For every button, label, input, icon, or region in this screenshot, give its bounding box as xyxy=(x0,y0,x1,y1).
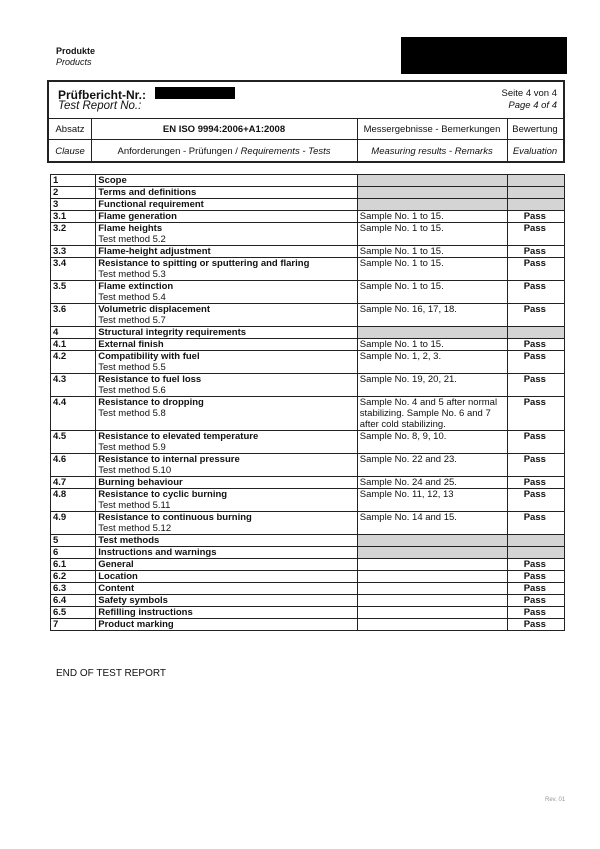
requirement-title: Refilling instructions xyxy=(98,607,193,618)
requirement-title: Resistance to continuous burning xyxy=(98,512,252,523)
section-heading-en: Products xyxy=(56,57,92,67)
table-row xyxy=(51,327,565,339)
table-row xyxy=(51,512,565,535)
evaluation-cell: Pass xyxy=(507,571,564,583)
requirement-title: Location xyxy=(98,571,138,582)
requirements-table-body xyxy=(51,175,565,631)
test-method: Test method 5.5 xyxy=(98,362,166,373)
column-header-results xyxy=(357,118,508,161)
requirement-title: Resistance to dropping xyxy=(98,397,204,408)
column-header-evaluation xyxy=(507,118,563,161)
requirement-title: Terms and definitions xyxy=(98,187,197,198)
evaluation-cell: Pass xyxy=(507,223,564,246)
evaluation-cell xyxy=(507,187,564,199)
requirement-title: Test methods xyxy=(98,535,160,546)
evaluation-cell: Pass xyxy=(507,607,564,619)
evaluation-cell: Pass xyxy=(507,559,564,571)
table-row xyxy=(51,431,565,454)
table-row xyxy=(51,281,565,304)
requirement-title: Resistance to internal pressure xyxy=(98,454,240,465)
requirement-cell xyxy=(96,547,358,559)
report-header-box xyxy=(47,80,565,163)
column-header-results-en: Measuring results - Remarks xyxy=(371,146,493,157)
evaluation-cell: Pass xyxy=(507,304,564,327)
clause-number: 4.9 xyxy=(51,512,96,535)
column-header-clause xyxy=(49,118,92,161)
requirement-cell xyxy=(96,607,358,619)
evaluation-cell: Pass xyxy=(507,619,564,631)
clause-number: 6.4 xyxy=(51,595,96,607)
requirement-cell xyxy=(96,583,358,595)
requirement-title: Compatibility with fuel xyxy=(98,351,200,362)
requirement-title: Instructions and warnings xyxy=(98,547,217,558)
evaluation-cell: Pass xyxy=(507,258,564,281)
redacted-logo xyxy=(401,37,567,74)
test-method: Test method 5.11 xyxy=(98,500,171,511)
requirement-cell xyxy=(96,595,358,607)
page-indicator-en: Page 4 of 4 xyxy=(508,100,557,111)
requirement-title: Flame-height adjustment xyxy=(98,246,211,257)
result-cell: Sample No. 19, 20, 21. xyxy=(357,374,507,397)
column-header-clause-en: Clause xyxy=(55,146,85,157)
requirement-cell xyxy=(96,571,358,583)
clause-number: 3.1 xyxy=(51,211,96,223)
revision-note: Rev. 01 xyxy=(545,797,566,803)
result-cell xyxy=(357,607,507,619)
clause-number: 4.3 xyxy=(51,374,96,397)
table-row xyxy=(51,199,565,211)
table-row xyxy=(51,223,565,246)
table-row xyxy=(51,258,565,281)
clause-number: 4.2 xyxy=(51,351,96,374)
section-heading-de: Produkte xyxy=(56,46,96,56)
requirement-cell xyxy=(96,339,358,351)
evaluation-cell xyxy=(507,199,564,211)
table-row xyxy=(51,187,565,199)
requirement-cell xyxy=(96,397,358,431)
requirement-cell xyxy=(96,559,358,571)
result-cell xyxy=(357,595,507,607)
table-row xyxy=(51,211,565,223)
clause-number: 3.3 xyxy=(51,246,96,258)
clause-number: 4.5 xyxy=(51,431,96,454)
table-row xyxy=(51,559,565,571)
requirement-cell xyxy=(96,246,358,258)
evaluation-cell: Pass xyxy=(507,431,564,454)
requirement-title: Structural integrity requirements xyxy=(98,327,247,338)
result-cell: Sample No. 1 to 15. xyxy=(357,211,507,223)
requirement-title: Burning behaviour xyxy=(98,477,183,488)
evaluation-cell xyxy=(507,175,564,187)
clause-number: 4 xyxy=(51,327,96,339)
table-row xyxy=(51,477,565,489)
test-method: Test method 5.3 xyxy=(98,269,166,280)
table-row xyxy=(51,454,565,477)
requirement-title: Functional requirement xyxy=(98,199,204,210)
evaluation-cell: Pass xyxy=(507,512,564,535)
requirement-cell xyxy=(96,327,358,339)
clause-number: 3 xyxy=(51,199,96,211)
evaluation-cell: Pass xyxy=(507,374,564,397)
report-number-label-de: Prüfbericht-Nr.: xyxy=(58,88,147,102)
result-cell: Sample No. 1, 2, 3. xyxy=(357,351,507,374)
clause-number: 6 xyxy=(51,547,96,559)
table-row xyxy=(51,246,565,258)
result-cell xyxy=(357,583,507,595)
column-header-row xyxy=(49,118,563,161)
evaluation-cell: Pass xyxy=(507,489,564,512)
standard-label: EN ISO 9994:2006+A1:2008 xyxy=(162,124,286,135)
test-method: Test method 5.9 xyxy=(98,442,166,453)
evaluation-cell: Pass xyxy=(507,281,564,304)
requirement-cell xyxy=(96,211,358,223)
clause-number: 3.2 xyxy=(51,223,96,246)
requirement-cell xyxy=(96,223,358,246)
requirement-title: Scope xyxy=(98,175,127,186)
result-cell: Sample No. 1 to 15. xyxy=(357,339,507,351)
result-cell: Sample No. 22 and 23. xyxy=(357,454,507,477)
clause-number: 4.7 xyxy=(51,477,96,489)
result-cell: Sample No. 1 to 15. xyxy=(357,258,507,281)
table-row xyxy=(51,547,565,559)
clause-number: 4.1 xyxy=(51,339,96,351)
test-method: Test method 5.7 xyxy=(98,315,166,326)
clause-number: 6.1 xyxy=(51,559,96,571)
result-cell xyxy=(357,535,507,547)
requirement-cell xyxy=(96,351,358,374)
column-header-eval-de: Bewertung xyxy=(512,124,558,135)
table-row xyxy=(51,397,565,431)
requirement-title: General xyxy=(98,559,134,570)
requirement-title: Flame extinction xyxy=(98,281,174,292)
clause-number: 4.8 xyxy=(51,489,96,512)
requirement-cell xyxy=(96,304,358,327)
table-row xyxy=(51,489,565,512)
test-method: Test method 5.2 xyxy=(98,234,166,245)
result-cell: Sample No. 16, 17, 18. xyxy=(357,304,507,327)
clause-number: 1 xyxy=(51,175,96,187)
end-of-report: END OF TEST REPORT xyxy=(56,668,167,679)
evaluation-cell: Pass xyxy=(507,397,564,431)
requirement-title: Volumetric displacement xyxy=(98,304,210,315)
evaluation-cell xyxy=(507,547,564,559)
result-cell xyxy=(357,547,507,559)
result-cell xyxy=(357,559,507,571)
table-row xyxy=(51,351,565,374)
requirement-cell xyxy=(96,199,358,211)
requirement-title: Content xyxy=(98,583,135,594)
table-row xyxy=(51,607,565,619)
result-cell: Sample No. 14 and 15. xyxy=(357,512,507,535)
requirement-title: Safety symbols xyxy=(98,595,168,606)
table-row xyxy=(51,619,565,631)
evaluation-cell: Pass xyxy=(507,246,564,258)
table-row xyxy=(51,374,565,397)
requirement-title: External finish xyxy=(98,339,164,350)
result-cell xyxy=(357,619,507,631)
clause-number: 3.6 xyxy=(51,304,96,327)
evaluation-cell: Pass xyxy=(507,595,564,607)
clause-number: 4.4 xyxy=(51,397,96,431)
report-header-row xyxy=(49,82,563,119)
result-cell: Sample No. 4 and 5 after normal stabilizing. Sample No. 6 and 7 after cold stabilizing. xyxy=(357,397,507,431)
clause-number: 2 xyxy=(51,187,96,199)
requirements-table xyxy=(50,174,565,631)
result-cell xyxy=(357,199,507,211)
clause-number: 3.5 xyxy=(51,281,96,304)
result-cell xyxy=(357,327,507,339)
evaluation-cell: Pass xyxy=(507,477,564,489)
clause-number: 4.6 xyxy=(51,454,96,477)
clause-number: 6.3 xyxy=(51,583,96,595)
requirement-title: Resistance to elevated temperature xyxy=(98,431,259,442)
requirement-cell xyxy=(96,175,358,187)
requirement-title: Flame heights xyxy=(98,223,163,234)
result-cell: Sample No. 1 to 15. xyxy=(357,281,507,304)
requirement-title: Flame generation xyxy=(98,211,177,222)
report-number-label-en: Test Report No.: xyxy=(58,100,142,112)
requirement-cell xyxy=(96,431,358,454)
clause-number: 3.4 xyxy=(51,258,96,281)
test-method: Test method 5.8 xyxy=(98,408,166,419)
result-cell xyxy=(357,571,507,583)
requirement-cell xyxy=(96,477,358,489)
result-cell: Sample No. 1 to 15. xyxy=(357,223,507,246)
table-row xyxy=(51,304,565,327)
section-heading xyxy=(56,46,95,68)
column-header-eval-en: Evaluation xyxy=(512,146,558,157)
requirement-cell xyxy=(96,535,358,547)
requirement-title: Resistance to cyclic burning xyxy=(98,489,228,500)
column-header-requirements xyxy=(91,118,358,161)
requirements-label-de: Anforderungen - Prüfungen / xyxy=(117,146,241,157)
result-cell: Sample No. 8, 9, 10. xyxy=(357,431,507,454)
requirement-cell xyxy=(96,489,358,512)
requirement-cell xyxy=(96,454,358,477)
column-header-clause-de: Absatz xyxy=(55,124,85,135)
evaluation-cell xyxy=(507,327,564,339)
test-method: Test method 5.10 xyxy=(98,465,172,476)
test-method: Test method 5.6 xyxy=(98,385,166,396)
table-row xyxy=(51,339,565,351)
result-cell xyxy=(357,175,507,187)
table-row xyxy=(51,175,565,187)
table-row xyxy=(51,535,565,547)
result-cell: Sample No. 24 and 25. xyxy=(357,477,507,489)
evaluation-cell: Pass xyxy=(507,339,564,351)
evaluation-cell: Pass xyxy=(507,454,564,477)
evaluation-cell: Pass xyxy=(507,351,564,374)
result-cell: Sample No. 1 to 15. xyxy=(357,246,507,258)
requirement-cell xyxy=(96,281,358,304)
requirements-label-en: Requirements - Tests xyxy=(240,146,331,157)
clause-number: 5 xyxy=(51,535,96,547)
evaluation-cell: Pass xyxy=(507,211,564,223)
evaluation-cell: Pass xyxy=(507,583,564,595)
table-row xyxy=(51,595,565,607)
clause-number: 6.2 xyxy=(51,571,96,583)
requirement-title: Resistance to spitting or sputtering and flaring xyxy=(98,258,310,269)
requirement-cell xyxy=(96,187,358,199)
requirement-cell xyxy=(96,619,358,631)
test-method: Test method 5.4 xyxy=(98,292,166,303)
evaluation-cell xyxy=(507,535,564,547)
column-header-results-de: Messergebnisse - Bemerkungen xyxy=(363,124,501,135)
result-cell xyxy=(357,187,507,199)
page-indicator-de: Seite 4 von 4 xyxy=(501,88,557,99)
table-row xyxy=(51,583,565,595)
table-row xyxy=(51,571,565,583)
clause-number: 6.5 xyxy=(51,607,96,619)
column-header-requirements-label xyxy=(91,146,357,157)
requirement-cell xyxy=(96,512,358,535)
requirement-title: Resistance to fuel loss xyxy=(98,374,202,385)
clause-number: 7 xyxy=(51,619,96,631)
redacted-report-number xyxy=(155,87,235,99)
result-cell: Sample No. 11, 12, 13 xyxy=(357,489,507,512)
test-method: Test method 5.12 xyxy=(98,523,172,534)
requirement-title: Product marking xyxy=(98,619,174,630)
requirement-cell xyxy=(96,374,358,397)
requirement-cell xyxy=(96,258,358,281)
